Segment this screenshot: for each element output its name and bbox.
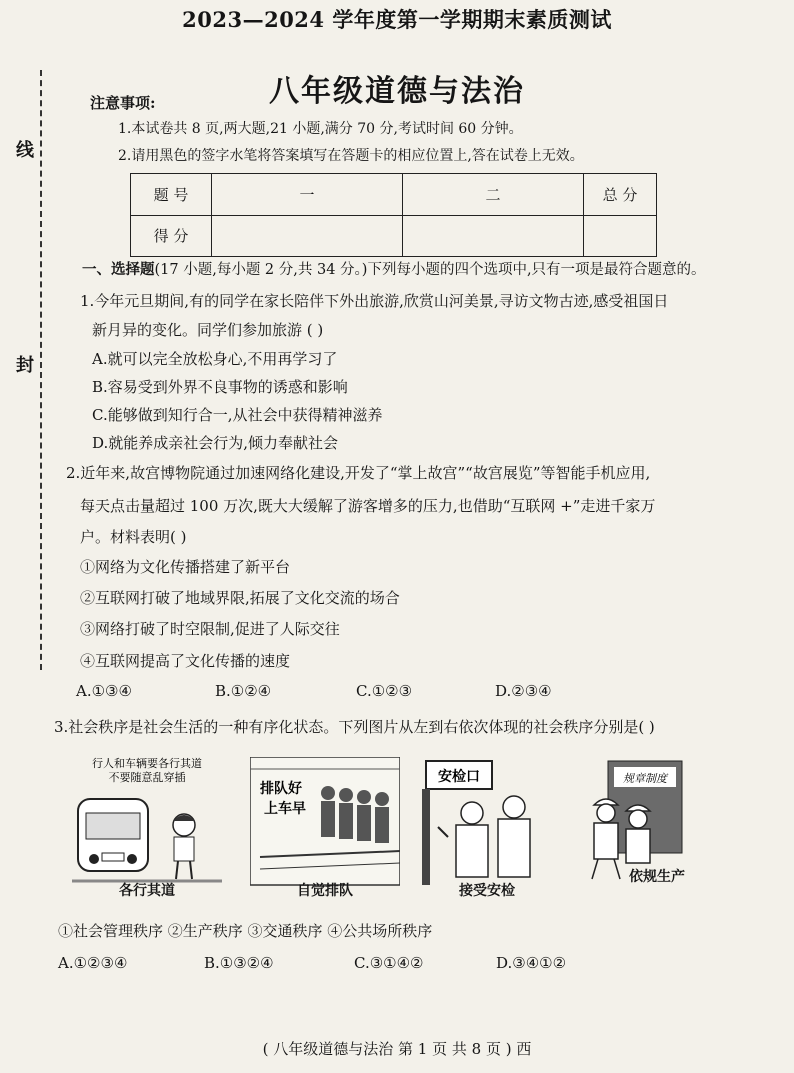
q3-legend: ①社会管理秩序 ②生产秩序 ③交通秩序 ④公共场所秩序 — [58, 922, 433, 940]
pic2-sign-line2: 上车早 — [264, 801, 306, 817]
q2-option-d: D.②③④ — [495, 682, 552, 700]
q3-stem: 3.社会秩序是社会生活的一种有序化状态。下列图片从左到右依次体现的社会秩序分别是( ) — [54, 718, 655, 736]
notice-item-2: 2.请用黑色的签字水笔将答案填写在答题卡的相应位置上,答在试卷上无效。 — [118, 148, 584, 164]
pic4-sign: 规章制度 — [623, 772, 667, 785]
binding-dashed-line — [40, 70, 42, 670]
picture-traffic-order — [72, 757, 222, 887]
q2-item-1: ①网络为文化传播搭建了新平台 — [80, 558, 291, 576]
pic3-label: 接受安检 — [459, 883, 515, 899]
q1-option-a: A.就可以完全放松身心,不用再学习了 — [92, 350, 338, 368]
inspector-icon — [456, 796, 530, 877]
picture-queue — [250, 757, 400, 887]
q3-option-c: C.③①④② — [354, 954, 424, 972]
q2-option-c: C.①②③ — [356, 682, 413, 700]
binding-char-xian: 线 — [13, 140, 34, 158]
page-footer: ( 八年级道德与法治 第 1 页 共 8 页 ) 西 — [262, 1040, 532, 1058]
q3-option-d: D.③④①② — [496, 954, 567, 972]
pic2-sign-line1: 排队好 — [260, 781, 302, 797]
notice-heading: 注意事项: — [90, 94, 156, 112]
q2-option-b: B.①②④ — [215, 682, 272, 700]
q2-option-a: A.①③④ — [76, 682, 132, 700]
q3-option-b: B.①③②④ — [204, 954, 274, 972]
q2-stem-line1: 2.近年来,故宫博物院通过加速网络化建设,开发了“掌上故宫”“故宫展览”等智能手机应用, — [66, 464, 651, 482]
score-header-label: 题 号 — [131, 174, 212, 216]
pic2-label: 自觉排队 — [297, 883, 353, 899]
q1-option-c: C.能够做到知行合一,从社会中获得精神滋养 — [92, 406, 383, 424]
score-header-total: 总 分 — [584, 174, 657, 216]
q3-option-a: A.①②③④ — [58, 954, 128, 972]
q2-item-4: ④互联网提高了文化传播的速度 — [80, 652, 291, 670]
score-row-label: 得 分 — [131, 215, 212, 257]
q2-item-2: ②互联网打破了地域界限,拓展了文化交流的场合 — [80, 589, 400, 607]
q2-item-3: ③网络打破了时空限制,促进了人际交往 — [80, 620, 340, 638]
binding-char-feng: 封 — [13, 355, 34, 373]
q2-stem-line2: 每天点击量超过 100 万次,既大大缓解了游客增多的压力,也借助“互联网 +”走进千家万 — [80, 497, 656, 515]
pic1-label: 各行其道 — [119, 883, 175, 899]
score-cell-total — [584, 215, 657, 257]
q1-stem-line2: 新月异的变化。同学们参加旅游 ( ) — [92, 321, 324, 339]
section-heading: 一、选择题(17 小题,每小题 2 分,共 34 分。)下列每小题的四个选项中,只有一项是最符合题意的。 — [82, 261, 706, 278]
pic1-caption-text2: 不要随意乱穿插 — [108, 771, 186, 784]
pic3-sign: 安检口 — [438, 769, 480, 785]
notice-item-1: 1.本试卷共 8 页,两大题,21 小题,满分 70 分,考试时间 60 分钟。 — [118, 121, 523, 137]
score-header-part1: 一 — [212, 174, 403, 216]
pic4-label: 依规生产 — [629, 869, 685, 885]
q1-option-d: D.就能养成亲社会行为,倾力奉献社会 — [92, 434, 339, 452]
pic1-caption-text1: 行人和车辆要各行其道 — [92, 757, 202, 770]
score-table — [130, 173, 657, 257]
q1-option-b: B.容易受到外界不良事物的诱惑和影响 — [92, 378, 348, 396]
score-cell-part2 — [403, 215, 584, 257]
q2-stem-line3: 户。材料表明( ) — [80, 528, 187, 546]
picture-security-check — [418, 757, 558, 887]
subject-title: 八年级道德与法治 — [269, 74, 525, 109]
exam-title: 2023—2024 学年度第一学期期末素质测试 — [182, 7, 612, 32]
score-header-part2: 二 — [403, 174, 584, 216]
score-cell-part1 — [212, 215, 403, 257]
q1-stem-line1: 1.今年元旦期间,有的同学在家长陪伴下外出旅游,欣赏山河美景,寻访文物古迹,感受祖国日 — [80, 292, 669, 310]
